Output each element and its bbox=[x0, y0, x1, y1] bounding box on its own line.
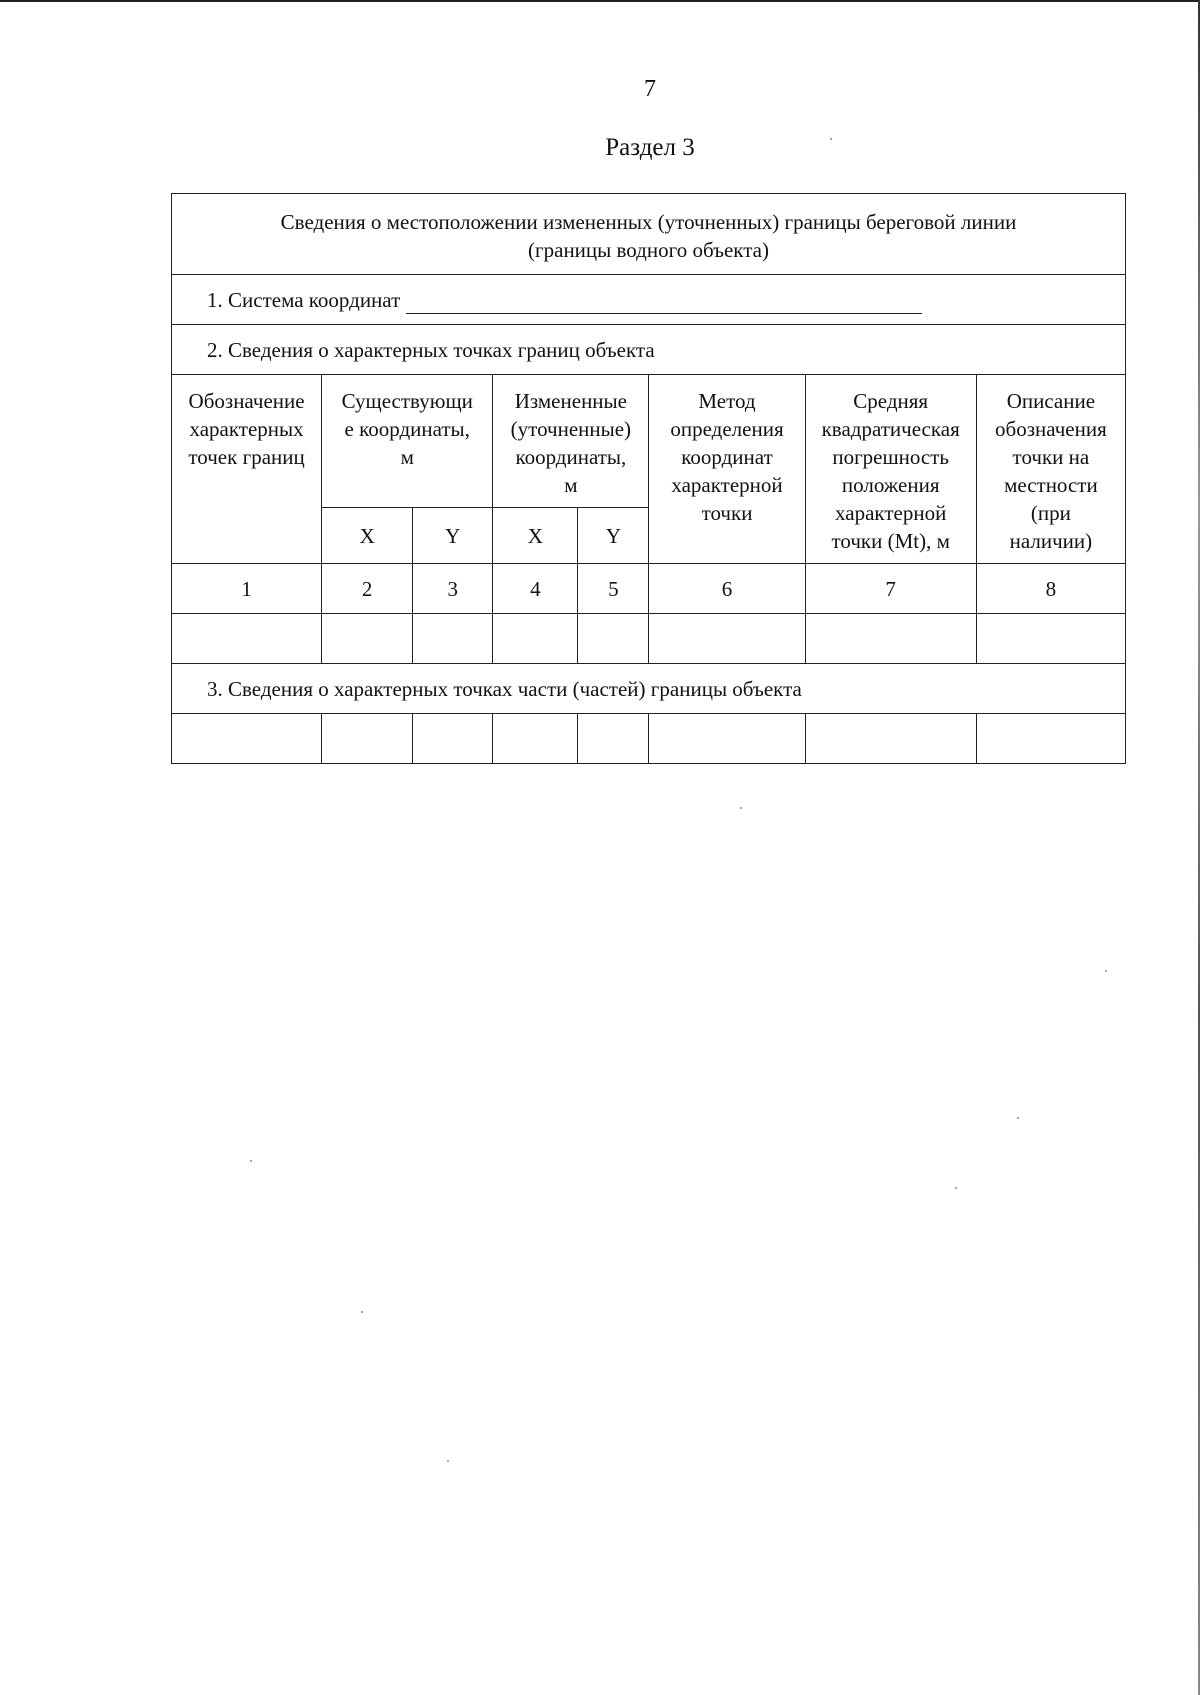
header-existing-x: X bbox=[322, 508, 413, 564]
scan-speck bbox=[1017, 1117, 1019, 1119]
coordinate-system-blank bbox=[406, 291, 922, 314]
column-number: 4 bbox=[493, 564, 578, 614]
header-mean-square-error: Средняя квадратическая погрешность положения характерной точки (Mt), м bbox=[805, 375, 976, 564]
empty-cell bbox=[172, 714, 322, 764]
column-number: 3 bbox=[413, 564, 493, 614]
coordinate-system-label: 1. Система координат bbox=[207, 287, 401, 312]
empty-cell bbox=[413, 614, 493, 664]
header-changed-coordinates: Измененные (уточненные) координаты, м bbox=[493, 375, 649, 508]
header-existing-y: Y bbox=[413, 508, 493, 564]
empty-cell bbox=[805, 714, 976, 764]
empty-cell bbox=[413, 714, 493, 764]
column-number: 5 bbox=[578, 564, 649, 614]
empty-cell bbox=[172, 614, 322, 664]
header-existing-coordinates: Существующи е координаты, м bbox=[322, 375, 493, 508]
scan-speck bbox=[740, 807, 742, 809]
empty-cell bbox=[578, 714, 649, 764]
column-number: 6 bbox=[649, 564, 805, 614]
boundary-points-heading bbox=[172, 325, 1126, 375]
empty-cell bbox=[578, 614, 649, 664]
empty-cell bbox=[805, 614, 976, 664]
scan-speck bbox=[361, 1311, 363, 1313]
object-part-points-label: 3. Сведения о характерных точках части (частей) границы объекта bbox=[207, 676, 802, 701]
table-title bbox=[172, 194, 1126, 275]
header-changed-x: X bbox=[493, 508, 578, 564]
empty-cell bbox=[976, 614, 1125, 664]
table-title-line-1: Сведения о местоположении измененных (уточненных) границы береговой линии bbox=[280, 210, 1017, 234]
boundary-points-label: 2. Сведения о характерных точках границ объекта bbox=[207, 337, 655, 362]
header-changed-y: Y bbox=[578, 508, 649, 564]
scan-speck bbox=[1105, 970, 1107, 972]
scan-speck bbox=[830, 138, 832, 140]
object-part-points-heading bbox=[172, 664, 1126, 714]
header-point-description: Описание обозначения точки на местности (при наличии) bbox=[976, 375, 1125, 564]
empty-cell bbox=[649, 714, 805, 764]
header-point-designation: Обозначение характерных точек границ bbox=[172, 375, 322, 564]
header-determination-method: Метод определения координат характерной точки bbox=[649, 375, 805, 564]
column-number-row bbox=[172, 564, 1126, 614]
empty-cell bbox=[322, 614, 413, 664]
boundary-points-table bbox=[171, 193, 1126, 764]
empty-cell bbox=[976, 714, 1125, 764]
page-number: 7 bbox=[644, 76, 656, 102]
empty-cell bbox=[493, 614, 578, 664]
column-number: 7 bbox=[805, 564, 976, 614]
scan-speck bbox=[955, 1187, 957, 1189]
empty-data-row bbox=[172, 614, 1126, 664]
scan-speck bbox=[250, 1160, 252, 1162]
coordinate-system-row bbox=[172, 275, 1126, 325]
empty-cell bbox=[649, 614, 805, 664]
column-number: 2 bbox=[322, 564, 413, 614]
empty-cell bbox=[322, 714, 413, 764]
table-title-line-2: (границы водного объекта) bbox=[528, 238, 769, 262]
empty-cell bbox=[493, 714, 578, 764]
column-number: 8 bbox=[976, 564, 1125, 614]
column-number: 1 bbox=[172, 564, 322, 614]
empty-data-row bbox=[172, 714, 1126, 764]
scan-speck bbox=[447, 1460, 449, 1462]
scan-edge-top bbox=[0, 0, 1200, 2]
section-title: Раздел 3 bbox=[605, 134, 695, 161]
